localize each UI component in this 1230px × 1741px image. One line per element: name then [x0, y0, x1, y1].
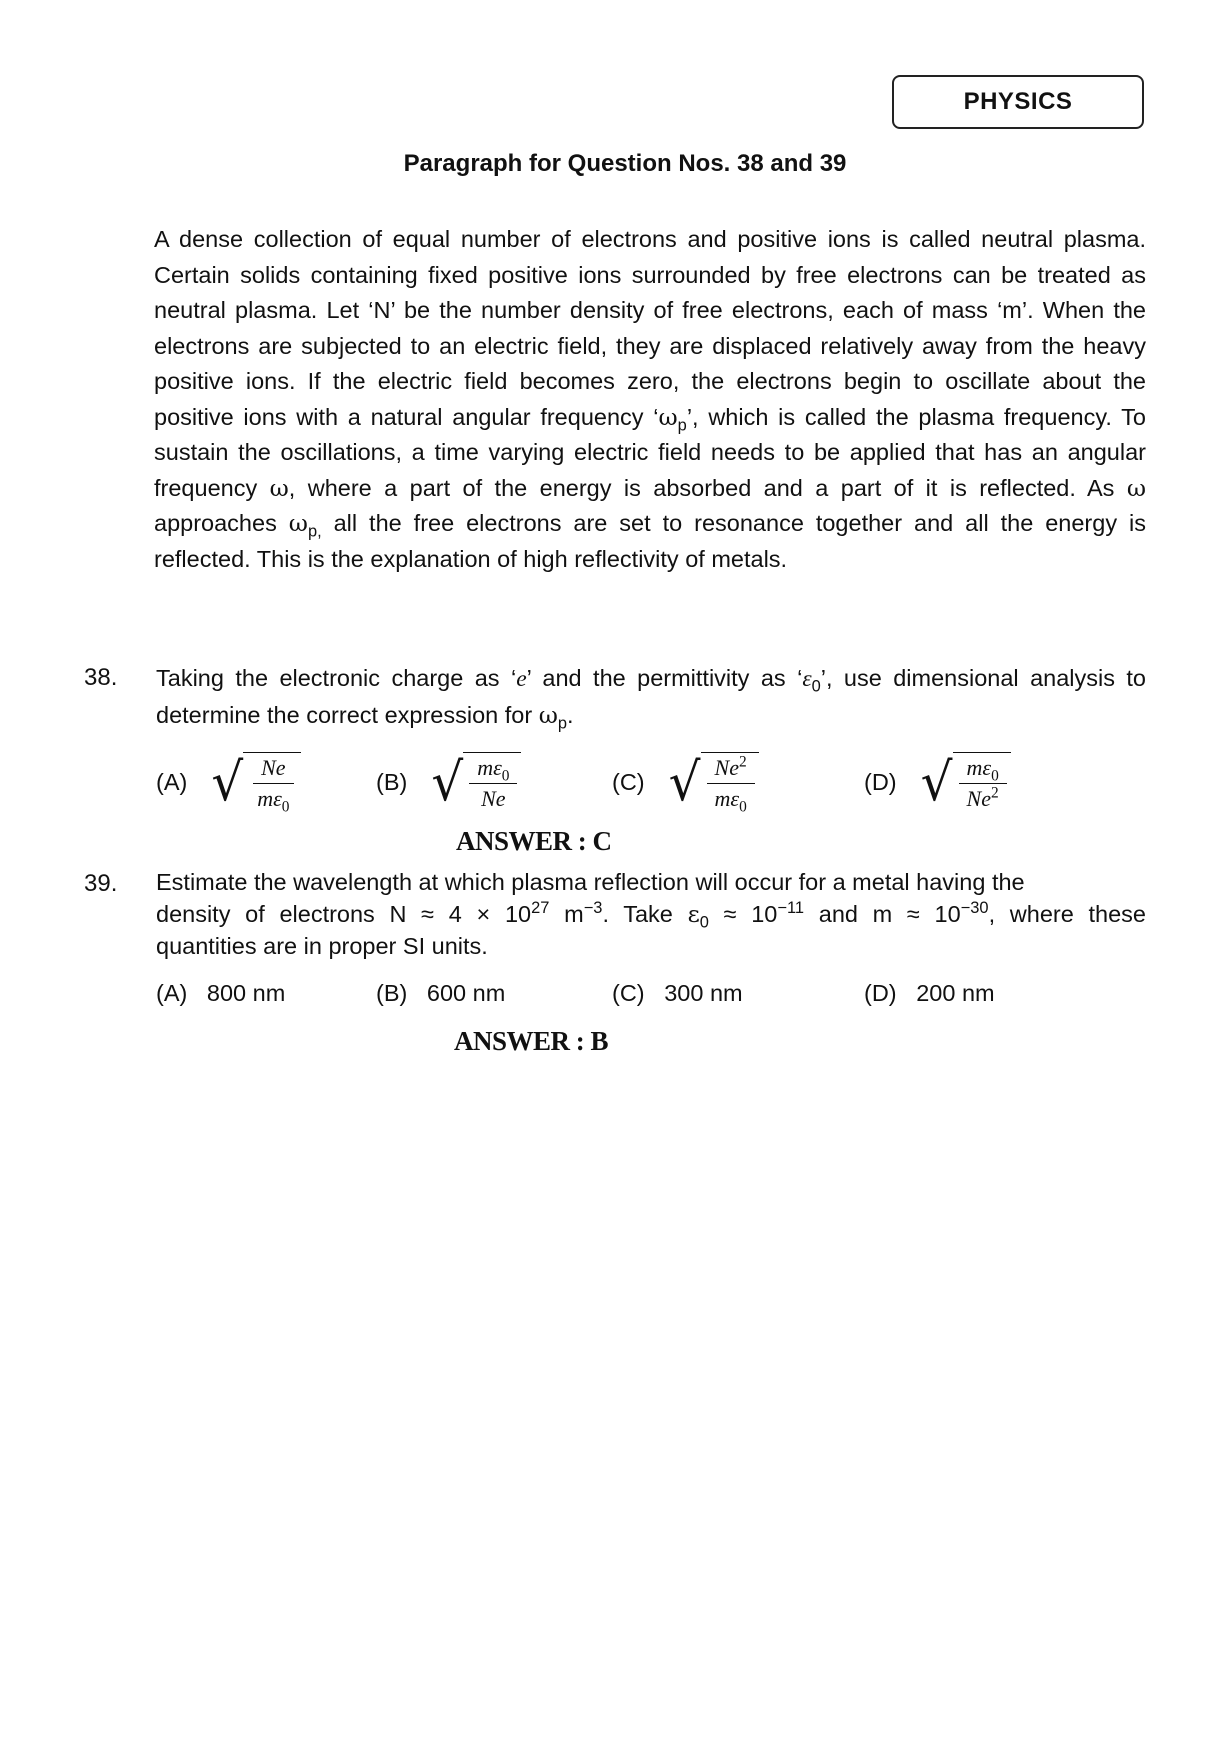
- omega-subscript: p,: [307, 522, 322, 541]
- sqrt-expression: [921, 752, 1011, 812]
- option-label: (C): [612, 768, 645, 795]
- fraction: [953, 752, 1011, 812]
- passage-part-3: , where a part of the energy is absorbed and a part of it is reflected. As: [288, 474, 1127, 501]
- option-value: 800 nm: [206, 980, 286, 1006]
- option-label: (B): [376, 980, 408, 1006]
- exponent: 27: [531, 899, 550, 918]
- exponent: −3: [583, 899, 603, 918]
- q39-l2-f: , where these: [988, 901, 1146, 927]
- omega-symbol: ω: [538, 701, 558, 729]
- q39-l2-e: and m ≈ 10: [804, 901, 961, 927]
- omega-subscript: p: [557, 714, 568, 733]
- numerator-subscript: 0: [991, 767, 999, 785]
- fraction: [463, 752, 521, 812]
- denominator-text: Ne: [481, 786, 506, 811]
- q38-answer: ANSWER : C: [456, 826, 612, 856]
- q38-option-a[interactable]: [156, 751, 301, 816]
- passage-text: [154, 222, 1146, 577]
- numerator: [707, 755, 755, 784]
- numerator-text: Ne: [261, 755, 286, 780]
- passage-part-3b: approaches: [154, 510, 289, 536]
- sqrt-icon: √: [920, 751, 953, 813]
- q39-line-3: quantities are in proper SI units.: [156, 933, 488, 959]
- paragraph-heading: Paragraph for Question Nos. 38 and 39: [403, 150, 847, 177]
- option-label: (B): [376, 768, 408, 795]
- q38-option-d[interactable]: [864, 752, 1011, 812]
- q39-option-d[interactable]: [864, 980, 995, 1007]
- q39-l2-a: density of electrons N ≈ 4 × 10: [156, 901, 532, 927]
- denominator-text: Ne: [966, 786, 991, 811]
- denominator-text: mε: [257, 786, 282, 811]
- option-label: (A): [156, 768, 188, 795]
- denominator-subscript: 0: [739, 798, 747, 816]
- exponent: −30: [960, 899, 989, 918]
- option-value: 200 nm: [916, 980, 995, 1006]
- q38-number: 38.: [84, 664, 118, 691]
- q39-answer: ANSWER : B: [454, 1026, 609, 1056]
- q38-option-c[interactable]: [612, 751, 759, 816]
- epsilon-symbol: ε: [687, 900, 700, 928]
- fraction: [243, 752, 301, 816]
- q39-line-1: Estimate the wavelength at which plasma reflection will occur for a metal having the: [156, 869, 1025, 895]
- sqrt-icon: √: [431, 751, 464, 813]
- q39-option-c[interactable]: [612, 980, 743, 1007]
- passage-part-4: all the free electrons are set to resonance together and all the energy is reflected. This is the explanation of high reflectivity of metals.: [154, 510, 1146, 572]
- option-label: (D): [864, 768, 897, 795]
- option-value: 600 nm: [426, 980, 506, 1006]
- denominator: [707, 784, 755, 816]
- epsilon-subscript: 0: [811, 677, 821, 696]
- q39-option-a[interactable]: [156, 980, 285, 1007]
- epsilon-subscript: 0: [699, 913, 709, 932]
- omega-symbol: ω: [269, 473, 289, 502]
- denominator-text: mε: [714, 786, 740, 811]
- omega-symbol: ω: [288, 509, 308, 537]
- q39-l2-c: . Take: [602, 901, 688, 927]
- passage-part-1: A dense collection of equal number of electrons and positive ions is called neutral plasma. Certain solids containing fixed positive ions surrounded by free electrons can be treated as neutral plasma. Let ‘N’ be the number density of free electrons, each of mass ‘m’. When the electrons are subjected to an electric field, they are displaced relatively away from the heavy positive ions. If the electric field becomes zero, the electrons begin to oscillate about the positive ions with a natural angular frequency ‘: [154, 226, 1146, 430]
- sqrt-icon: √: [211, 751, 244, 813]
- denominator-superscript: 2: [991, 784, 999, 802]
- sqrt-expression: [211, 751, 301, 816]
- q39-l2-b: m: [549, 901, 584, 927]
- q39-option-b[interactable]: [376, 980, 505, 1007]
- q38-text-d: .: [567, 702, 574, 728]
- epsilon-symbol: ε: [802, 666, 812, 692]
- denominator: [959, 784, 1007, 812]
- denominator-subscript: 0: [281, 798, 290, 816]
- numerator: [959, 755, 1007, 784]
- sqrt-expression: [668, 751, 759, 816]
- q39-text: [156, 866, 1146, 962]
- q38-text-b: ’ and the permittivity as ‘: [526, 665, 803, 691]
- q39-l2-d: ≈ 10: [708, 901, 778, 927]
- sqrt-expression: [431, 752, 521, 812]
- omega-symbol: ω: [658, 402, 678, 431]
- passage: [154, 222, 1146, 577]
- option-label: (D): [864, 980, 897, 1006]
- option-value: 300 nm: [664, 980, 743, 1006]
- q38-text: [156, 660, 1146, 733]
- numerator: [469, 755, 517, 784]
- sqrt-icon: √: [668, 751, 701, 813]
- option-label: (A): [156, 980, 188, 1006]
- omega-subscript: p: [677, 416, 687, 435]
- exponent: −11: [777, 899, 805, 918]
- numerator: [253, 755, 293, 784]
- q38-text-a: Taking the electronic charge as ‘: [156, 665, 517, 691]
- q38-option-b[interactable]: [376, 752, 521, 812]
- omega-symbol: ω: [1126, 473, 1147, 502]
- subject-label: PHYSICS: [892, 75, 1144, 129]
- q39-line-2: [156, 898, 1146, 930]
- numerator-text: mε: [966, 755, 992, 780]
- numerator-text: Ne: [714, 755, 739, 780]
- fraction: [701, 752, 759, 816]
- option-label: (C): [612, 980, 645, 1006]
- denominator: [473, 784, 513, 812]
- denominator: [249, 784, 297, 816]
- numerator-superscript: 2: [739, 753, 747, 771]
- numerator-subscript: 0: [501, 767, 510, 785]
- passage-part-2: ’, which is called the plasma frequency. To sustain the oscillations, a time varying electric field needs to be applied that has an angular frequency: [154, 403, 1147, 501]
- q38-text-c: ’, use dimensional analysis to determine the correct expression for: [156, 665, 1146, 728]
- q39-number: 39.: [84, 870, 118, 897]
- charge-symbol: e: [516, 666, 527, 692]
- numerator-text: mε: [477, 755, 502, 780]
